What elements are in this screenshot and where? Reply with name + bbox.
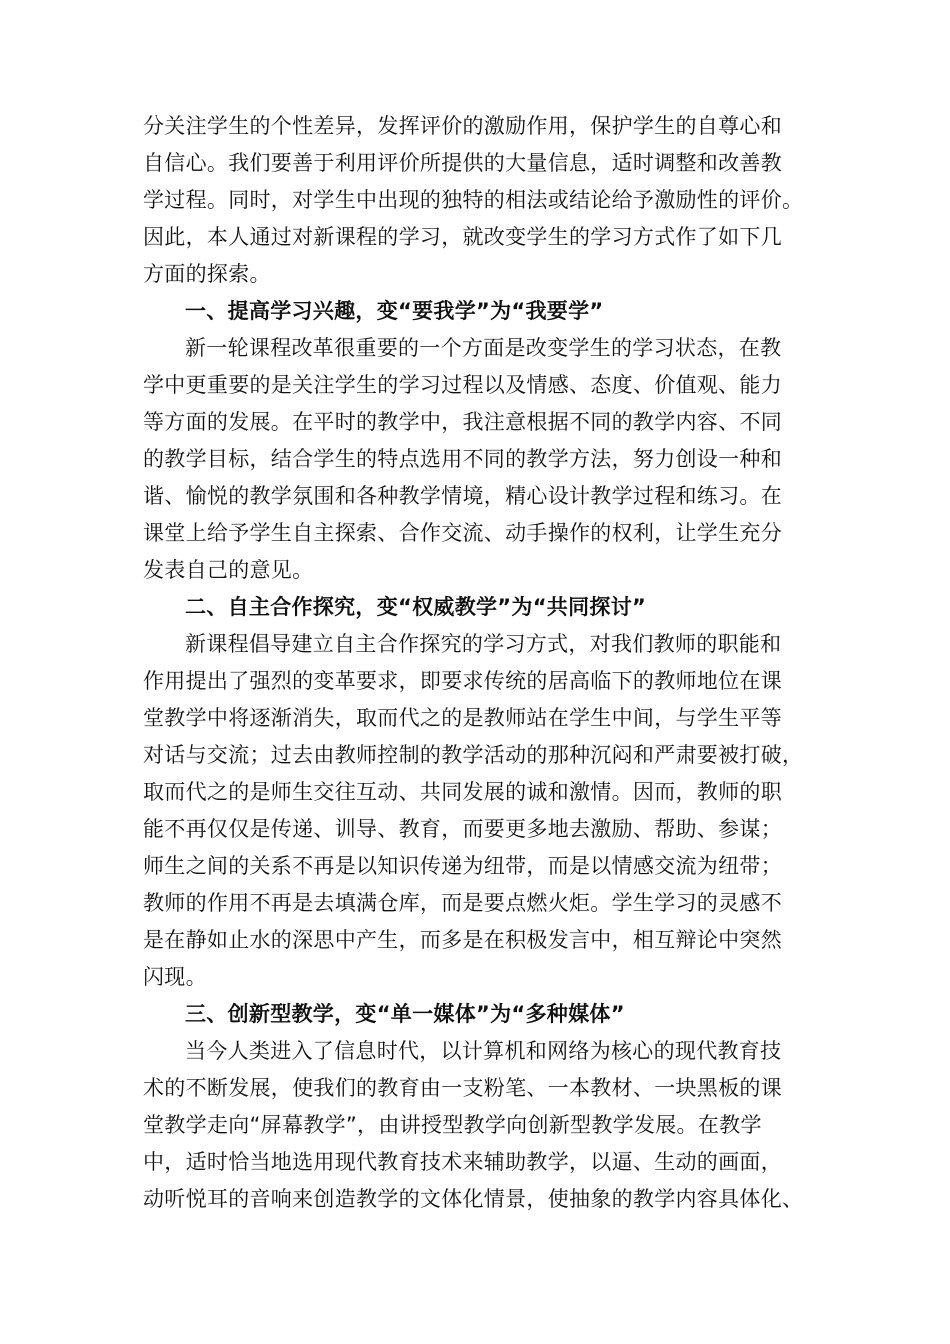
paragraph-line: 能不再仅仅是传递、训导、教育，而要更多地去激励、帮助、参谋；	[143, 817, 782, 841]
paragraph-line: 取而代之的是师生交往互动、共同发展的诚和激情。因而，教师的职	[143, 780, 782, 804]
paragraph-line: 方面的探索。	[143, 262, 271, 286]
paragraph-line: 新课程倡导建立自主合作探究的学习方式，对我们教师的职能和	[185, 632, 782, 656]
paragraph-line: 学中更重要的是关注学生的学习过程以及情感、态度、价值观、能力	[143, 373, 782, 397]
paragraph-line: 术的不断发展，使我们的教育由一支粉笔、一本教材、一块黑板的课	[143, 1076, 782, 1100]
paragraph-line: 堂教学走向“屏幕教学”，由讲授型教学向创新型教学发展。在教学	[143, 1113, 762, 1137]
document-body	[143, 108, 823, 1218]
paragraph-line: 的教学目标，结合学生的特点选用不同的教学方法，努力创设一种和	[143, 447, 782, 471]
paragraph-line: 谐、愉悦的教学氛围和各种教学情境，精心设计教学过程和练习。在	[143, 484, 782, 508]
paragraph-line: 学过程。同时，对学生中出现的独特的相法或结论给予激励性的评价。	[143, 188, 804, 212]
paragraph-line: 中，适时恰当地选用现代教育技术来辅助教学，以逼、生动的画面，	[143, 1150, 782, 1174]
paragraph-line: 教师的作用不再是去填满仓库，而是要点燃火炬。学生学习的灵感不	[143, 891, 782, 915]
paragraph-line: 因此，本人通过对新课程的学习，就改变学生的学习方式作了如下几	[143, 225, 782, 249]
section-heading: 三、创新型教学，变“单一媒体”为“多种媒体”	[185, 1002, 625, 1026]
paragraph-line: 作用提出了强烈的变革要求，即要求传统的居高临下的教师地位在课	[143, 669, 782, 693]
paragraph-line: 师生之间的关系不再是以知识传递为纽带，而是以情感交流为纽带；	[143, 854, 782, 878]
paragraph-line: 动听悦耳的音响来创造教学的文体化情景，使抽象的教学内容具体化、	[143, 1187, 804, 1211]
section-heading: 一、提高学习兴趣，变“要我学”为“我要学”	[185, 299, 604, 323]
paragraph-line: 是在静如止水的深思中产生，而多是在积极发言中，相互辩论中突然	[143, 928, 782, 952]
paragraph-line: 课堂上给予学生自主探索、合作交流、动手操作的权利，让学生充分	[143, 521, 782, 545]
paragraph-line: 堂教学中将逐渐消失，取而代之的是教师站在学生中间，与学生平等	[143, 706, 782, 730]
paragraph-line: 分关注学生的个性差异，发挥评价的激励作用，保护学生的自尊心和	[143, 114, 782, 138]
section-heading: 二、自主合作探究，变“权威教学”为“共同探讨”	[185, 595, 647, 619]
paragraph-line: 对话与交流；过去由教师控制的教学活动的那种沉闷和严肃要被打破，	[143, 743, 804, 767]
paragraph-line: 新一轮课程改革很重要的一个方面是改变学生的学习状态，在教	[185, 336, 782, 360]
paragraph-line: 自信心。我们要善于利用评价所提供的大量信息，适时调整和改善教	[143, 151, 782, 175]
paragraph-line: 等方面的发展。在平时的教学中，我注意根据不同的教学内容、不同	[143, 410, 782, 434]
paragraph-line: 当今人类进入了信息时代，以计算机和网络为核心的现代教育技	[185, 1039, 782, 1063]
paragraph-line: 闪现。	[143, 965, 207, 989]
paragraph-line: 发表自己的意见。	[143, 558, 314, 582]
